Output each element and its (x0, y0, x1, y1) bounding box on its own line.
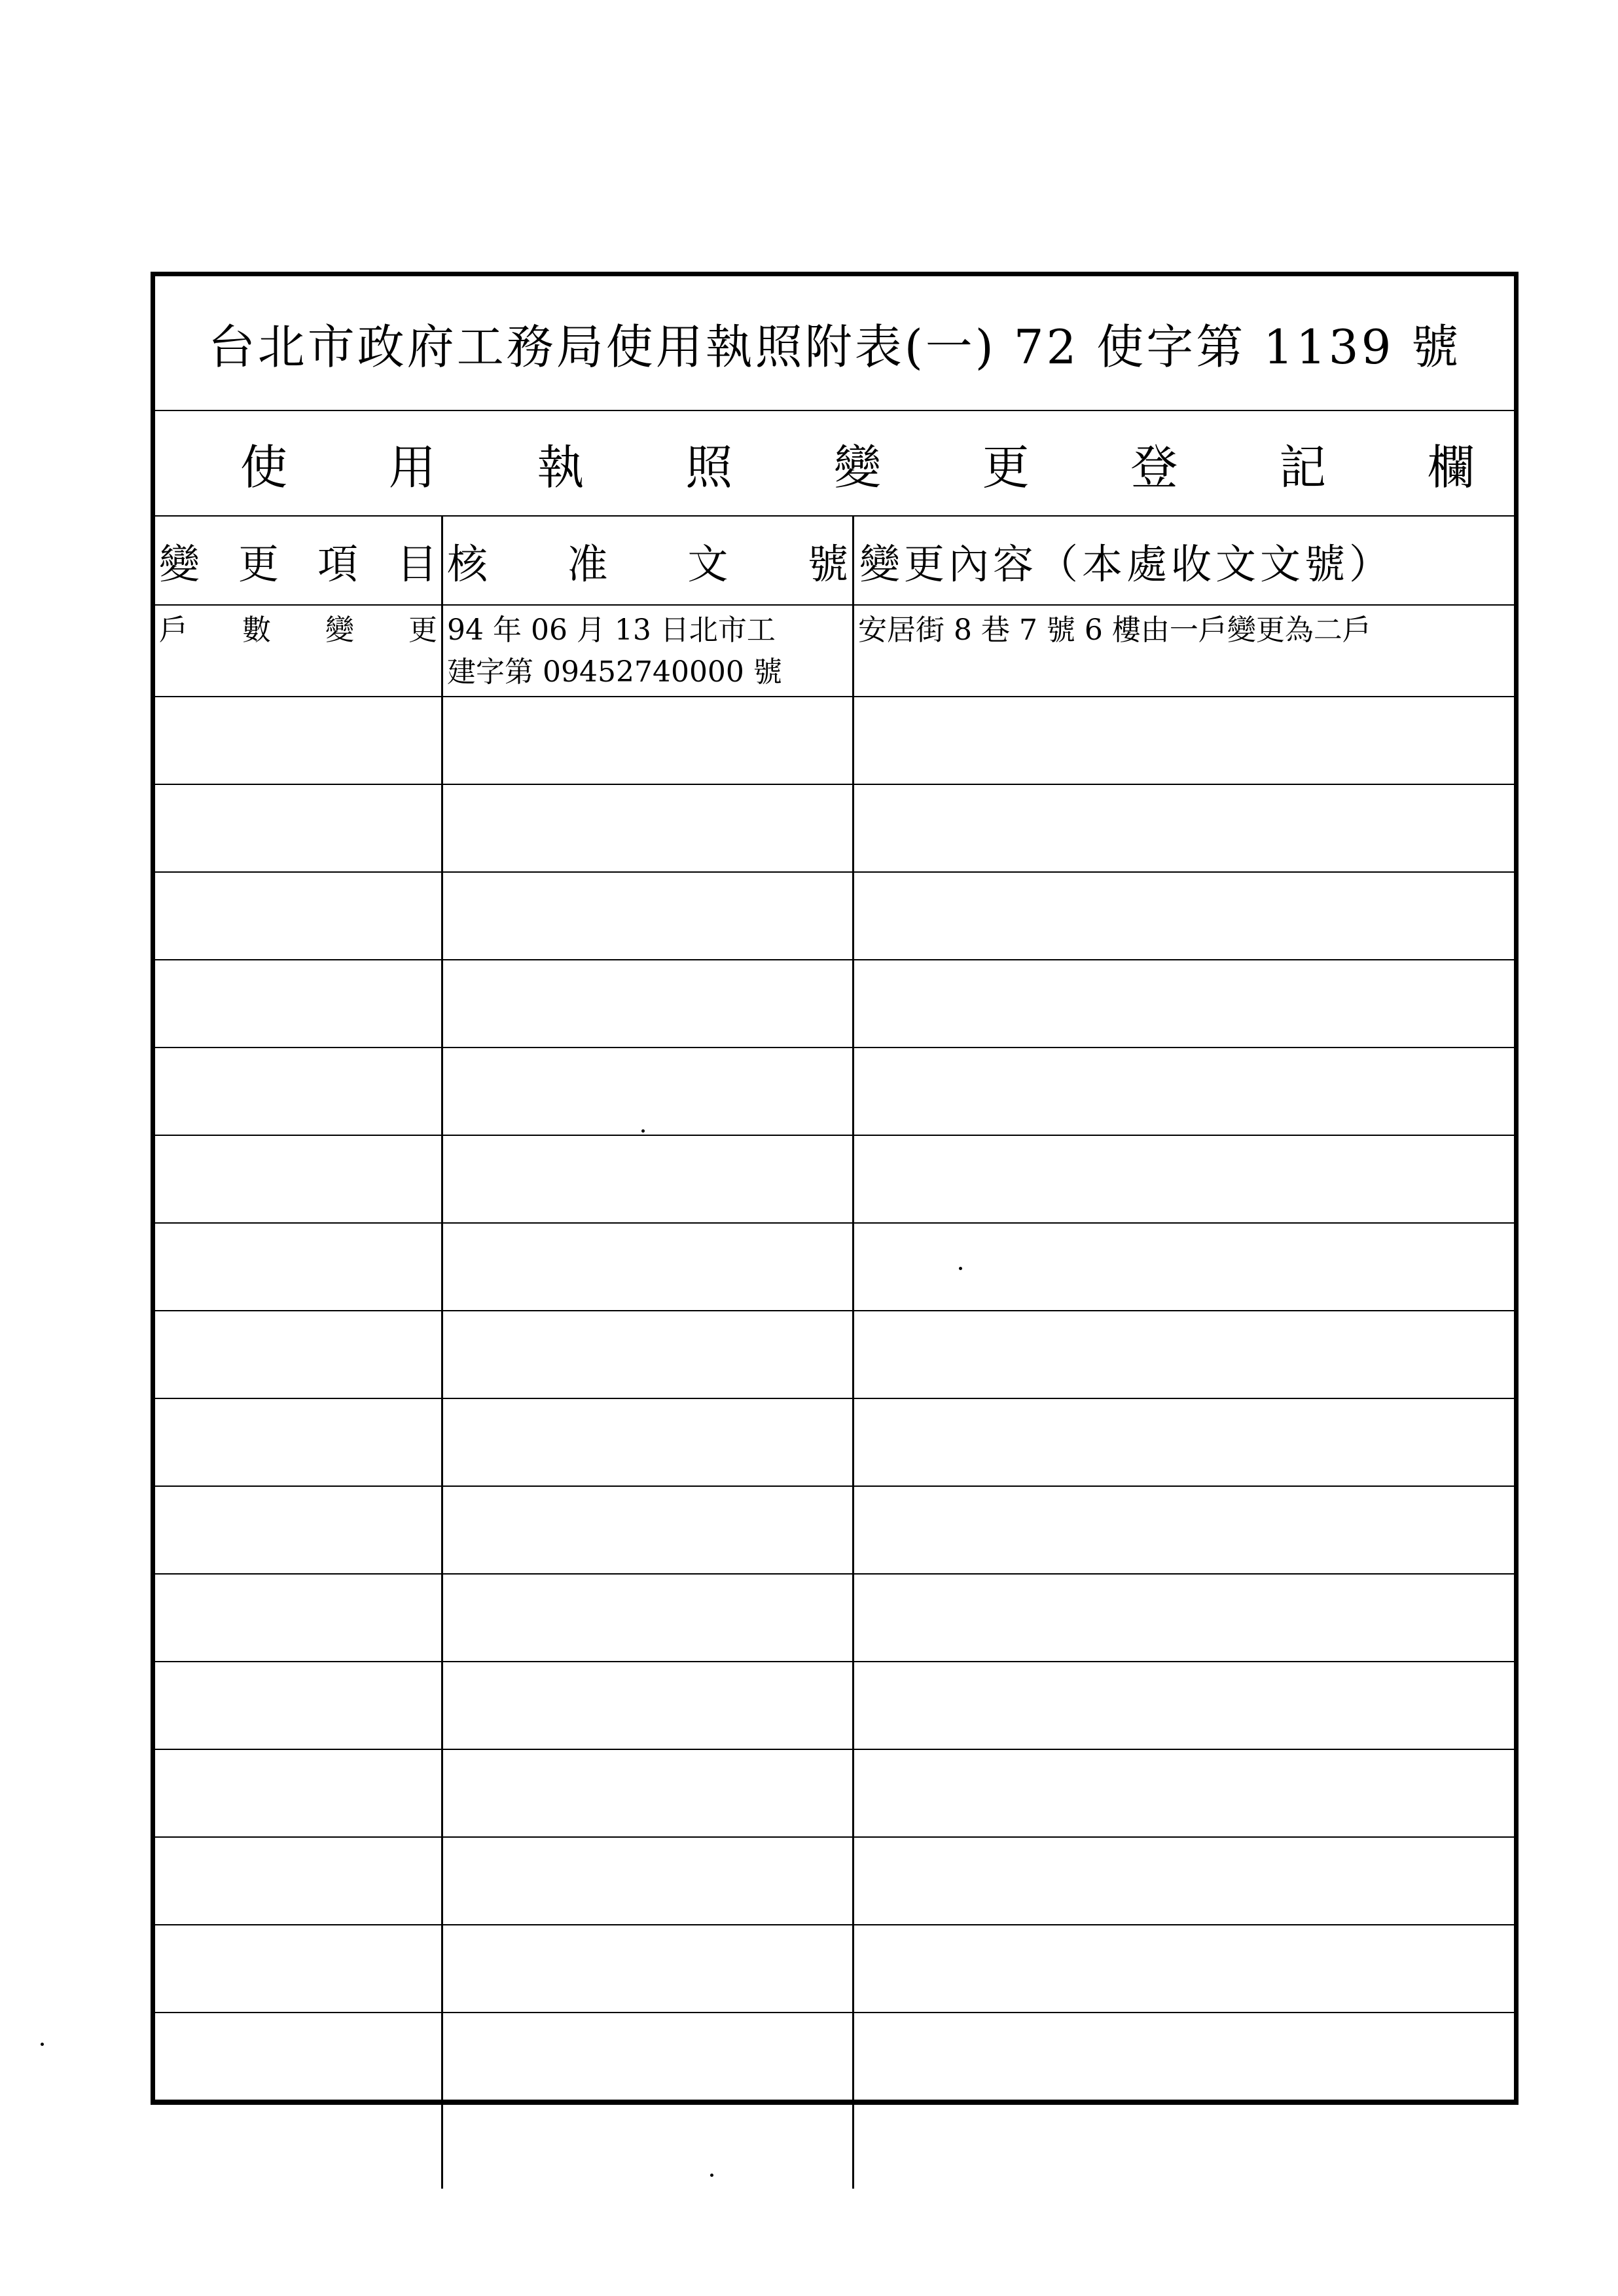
table-row-empty (155, 2101, 1514, 2189)
empty-cell (443, 2101, 854, 2189)
empty-cell (854, 1311, 1514, 1398)
header-char: 號 (807, 539, 848, 588)
scan-speck (959, 1267, 962, 1270)
header-char: 文 (687, 539, 728, 588)
header-char: 項 (317, 539, 358, 588)
empty-cell (155, 1048, 443, 1135)
table-row-empty (155, 785, 1514, 873)
subtitle-char: 照 (685, 439, 733, 495)
empty-cell (443, 1048, 854, 1135)
empty-cell (443, 1575, 854, 1661)
empty-cell (443, 873, 854, 959)
empty-cell (854, 697, 1514, 784)
table-row-empty (155, 873, 1514, 960)
empty-cell (155, 1662, 443, 1749)
entry-item-cell (155, 606, 443, 696)
usage-license-attachment-form (151, 272, 1519, 2105)
subtitle-char: 更 (982, 439, 1030, 495)
entry-item (159, 610, 437, 651)
form-subtitle-row (155, 411, 1514, 517)
empty-cell (155, 2013, 443, 2100)
empty-cell (155, 697, 443, 784)
entry-approval-line2: 建字第 09452740000 號 (447, 655, 782, 689)
form-title: 台北市政府工務局使用執照附表(一) 72 使字第 1139 號 (207, 319, 1462, 374)
empty-cell (854, 1838, 1514, 1924)
column-header-item (155, 517, 443, 604)
subtitle-char: 變 (833, 439, 881, 495)
empty-cell (854, 2101, 1514, 2189)
header-char: 目 (396, 539, 437, 588)
column-header-approval (443, 517, 854, 604)
empty-cell (155, 1399, 443, 1485)
empty-cell (155, 2101, 443, 2189)
scan-speck (41, 2043, 44, 2046)
empty-cell (155, 785, 443, 871)
change-record-table (155, 517, 1514, 2100)
empty-cell (155, 1311, 443, 1398)
table-row-empty (155, 1662, 1514, 1750)
empty-cell (443, 1838, 854, 1924)
subtitle-char: 欄 (1427, 439, 1475, 495)
table-row-empty (155, 1399, 1514, 1487)
empty-cell (443, 1224, 854, 1310)
entry-approval-cell (443, 606, 854, 696)
table-row-empty (155, 1750, 1514, 1838)
header-char: 准 (567, 539, 608, 588)
column-header-content: 變更內容（本處收文文號） (859, 539, 1394, 588)
empty-cell (443, 1750, 854, 1836)
empty-cell (443, 1925, 854, 2012)
empty-cell (443, 1662, 854, 1749)
entry-item-char: 更 (408, 613, 437, 647)
empty-cell (443, 1399, 854, 1485)
header-char: 更 (238, 539, 279, 588)
empty-cell (155, 1224, 443, 1310)
empty-cell (443, 1487, 854, 1573)
scan-speck (641, 1129, 645, 1133)
empty-cell (443, 785, 854, 871)
empty-cell (854, 873, 1514, 959)
empty-cell (854, 1662, 1514, 1749)
empty-cell (155, 1838, 443, 1924)
table-row-empty (155, 960, 1514, 1048)
header-char: 變 (159, 539, 200, 588)
table-row-empty (155, 1136, 1514, 1224)
empty-cell (155, 1487, 443, 1573)
table-row-empty (155, 1487, 1514, 1575)
empty-cell (854, 1925, 1514, 2012)
subtitle-char: 用 (388, 439, 436, 495)
table-row-empty (155, 2013, 1514, 2101)
empty-cell (443, 1136, 854, 1222)
table-row-empty (155, 1838, 1514, 1925)
empty-cell (155, 1925, 443, 2012)
entry-item-char: 變 (325, 613, 354, 647)
empty-cell (854, 1136, 1514, 1222)
entry-item-char: 戶 (159, 613, 188, 647)
subtitle-char: 執 (537, 439, 584, 495)
entry-content: 安居街 8 巷 7 號 6 樓由一戶變更為二戶 (858, 613, 1371, 647)
subtitle-char: 使 (240, 439, 288, 495)
empty-cell (155, 960, 443, 1047)
empty-cell (155, 1136, 443, 1222)
empty-cell (443, 697, 854, 784)
empty-cell (854, 2013, 1514, 2100)
form-title-row (155, 276, 1514, 411)
table-row-empty (155, 1925, 1514, 2013)
empty-cell (854, 785, 1514, 871)
header-char: 核 (447, 539, 488, 588)
table-row-empty (155, 697, 1514, 785)
empty-cell (443, 960, 854, 1047)
subtitle-char: 記 (1279, 439, 1327, 495)
empty-cell (155, 873, 443, 959)
table-row (155, 606, 1514, 697)
table-row-empty (155, 1575, 1514, 1662)
table-row-empty (155, 1048, 1514, 1136)
subtitle-char: 登 (1130, 439, 1178, 495)
empty-cell (854, 1048, 1514, 1135)
entry-content-cell (854, 606, 1514, 696)
empty-cell (443, 2013, 854, 2100)
empty-cell (155, 1575, 443, 1661)
empty-cell (854, 960, 1514, 1047)
table-header-row (155, 517, 1514, 606)
table-row-empty (155, 1311, 1514, 1399)
entry-approval-line1: 94 年 06 月 13 日北市工 (447, 613, 776, 647)
empty-cell (854, 1224, 1514, 1310)
empty-cell (155, 1750, 443, 1836)
entry-item-char: 數 (242, 613, 271, 647)
table-row-empty (155, 1224, 1514, 1311)
empty-cell (854, 1399, 1514, 1485)
empty-cell (854, 1487, 1514, 1573)
empty-cell (443, 1311, 854, 1398)
empty-cell (854, 1750, 1514, 1836)
empty-cell (854, 1575, 1514, 1661)
scan-speck (710, 2174, 713, 2177)
